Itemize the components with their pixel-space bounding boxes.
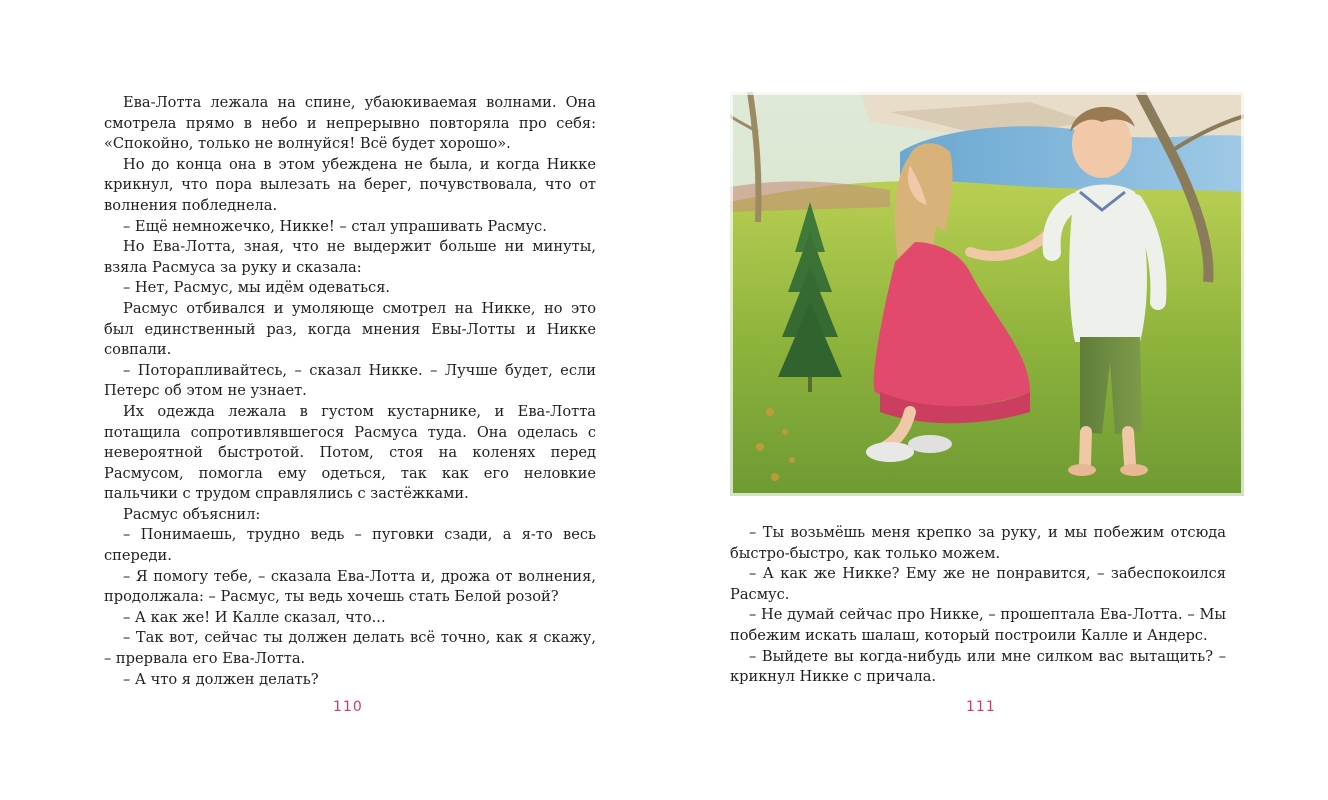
page-number-right: 111 (966, 699, 996, 715)
page-number-left: 110 (333, 699, 363, 715)
paragraph: – Поторапливайтесь, – сказал Никке. – Лучше будет, если Петерс об этом не узнает. (104, 361, 596, 400)
paragraph: – А как же Никке? Ему же не понравится, – забеспокоился Расмус. (730, 565, 1226, 603)
illustration-art (730, 92, 1244, 496)
paragraph: – А что я должен делать? (123, 670, 319, 688)
left-page-text (104, 93, 596, 690)
right-page-text (730, 523, 1226, 688)
paragraph: Ева-Лотта лежала на спине, убаюкиваемая волнами. Она смотрела прямо в небо и непрерывно повторяла про себя: «Спокойно, только не волнуйся! Всё будет хорошо». (104, 94, 596, 153)
paragraph: – Я помогу тебе, – сказала Ева-Лотта и, дрожа от волнения, продолжала: – Расмус, ты ведь хочешь стать Белой розой? (104, 567, 596, 606)
paragraph: – Ещё немножечко, Никке! – стал упрашивать Расмус. (123, 217, 547, 235)
paragraph: Расмус отбивался и умоляюще смотрел на Никке, но это был единственный раз, когда мнения Евы-Лотты и Никке совпали. (104, 299, 596, 359)
paragraph: – Ты возьмёшь меня крепко за руку, и мы побежим отсюда быстро-быстро, как только можем. (730, 524, 1226, 562)
paragraph: Их одежда лежала в густом кустарнике, и Ева-Лотта потащила сопротивлявшегося Расмуса туда. Она оделась с невероятной быстротой. Потом, стоя на коленях перед Расмусом, помогла ему одеться, так как его неловкие пальчики с трудом справлялись с застёжками. (104, 402, 596, 503)
paragraph: – А как же! И Калле сказал, что... (123, 608, 386, 626)
right-page (664, 0, 1328, 800)
paragraph: – Не думай сейчас про Никке, – прошептала Ева-Лотта. – Мы побежим искать шалаш, который построили Калле и Андерс. (730, 606, 1226, 644)
paragraph: Но Ева-Лотта, зная, что не выдержит больше ни минуты, взяла Расмуса за руку и сказала: (104, 238, 596, 276)
paragraph: – Нет, Расмус, мы идём одеваться. (123, 279, 391, 297)
paragraph: – Понимаешь, трудно ведь – пуговки сзади, а я-то весь спереди. (104, 526, 596, 565)
paragraph: – Выйдете вы когда-нибудь или мне силком вас вытащить? – крикнул Никке с причала. (730, 647, 1226, 686)
paragraph: Но до конца она в этом убеждена не была, и когда Никке крикнул, что пора вылезать на берег, почувствовала, что от волнения побледнела. (104, 155, 596, 214)
paragraph: Расмус объяснил: (123, 505, 261, 523)
paragraph: – Так вот, сейчас ты должен делать всё точно, как я скажу, – прервала его Ева-Лотта. (104, 629, 596, 668)
story-illustration (730, 92, 1244, 496)
